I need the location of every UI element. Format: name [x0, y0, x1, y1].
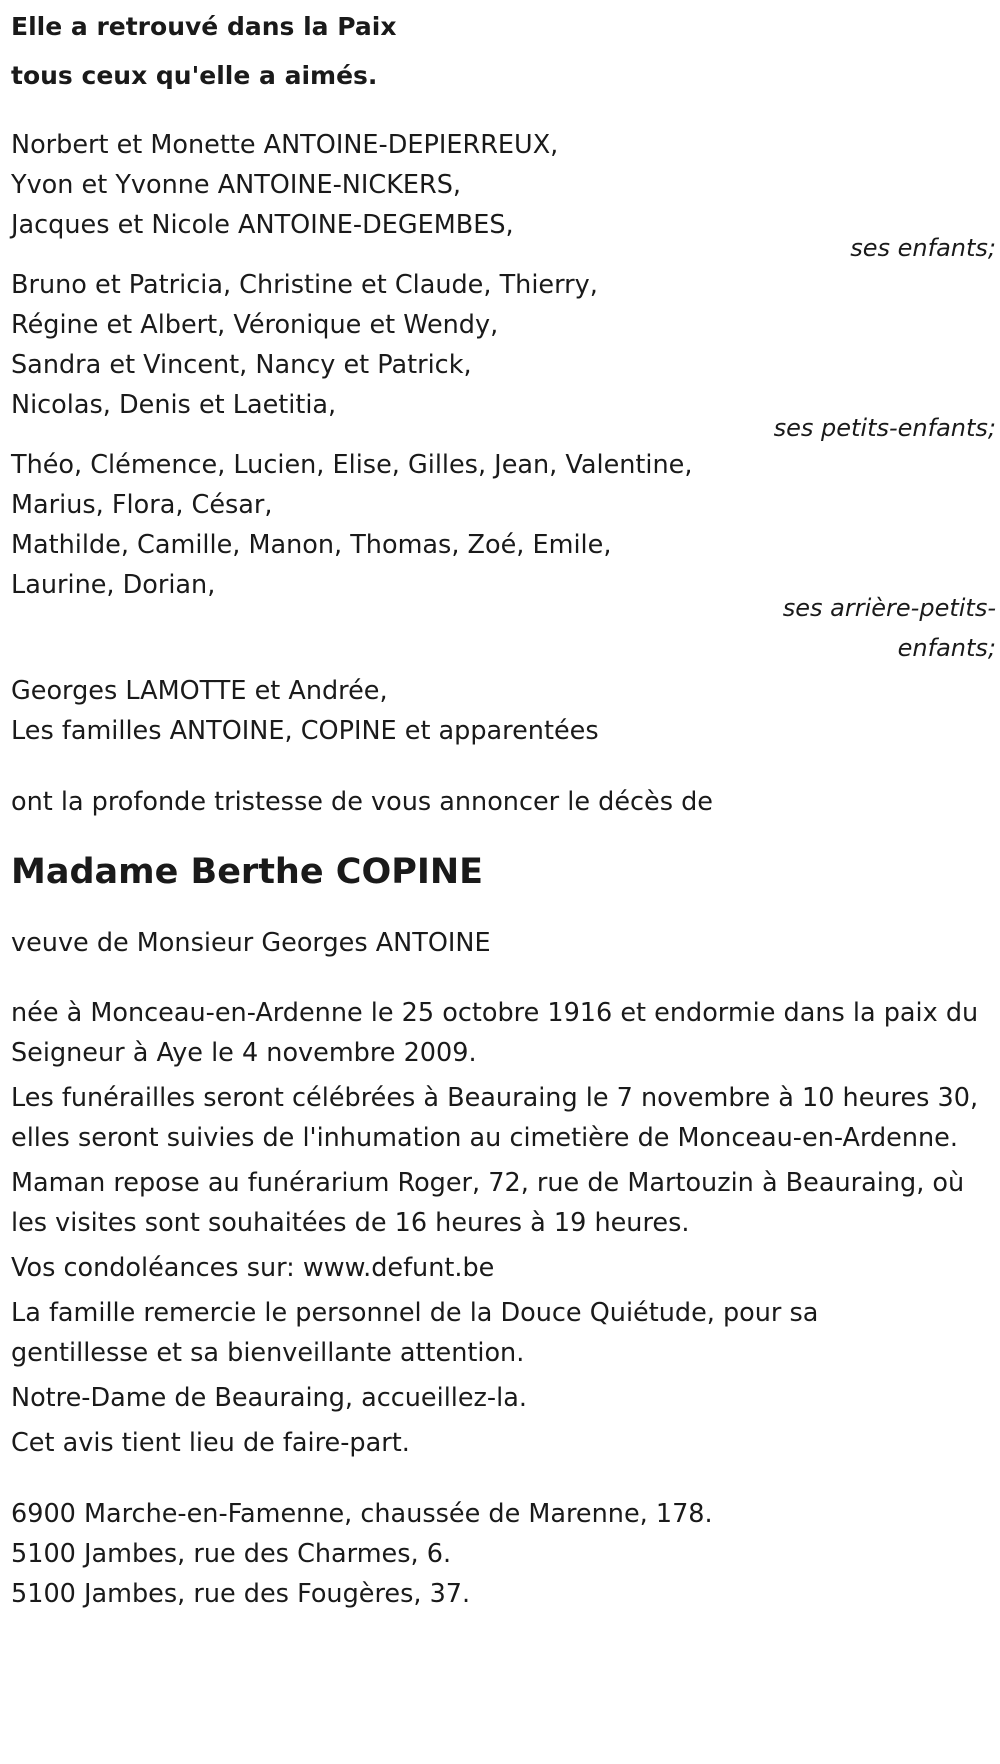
grandchildren-section [11, 265, 996, 425]
children-role: ses enfants; [850, 234, 996, 262]
addresses-section [11, 1494, 996, 1614]
great-grandchild-name: Marius, Flora, César, [11, 490, 273, 520]
grandchild-name: Nicolas, Denis et Laetitia, [11, 390, 337, 420]
birth-death-paragraph: née à Monceau-en-Ardenne le 25 octobre 1916 et endormie dans la paix du Seigneur à Aye le 4 novembre 2009. [11, 998, 979, 1068]
grandchild-name: Bruno et Patricia, Christine et Claude, Thierry, [11, 270, 598, 300]
child-name: Yvon et Yvonne ANTOINE-NICKERS, [11, 170, 462, 200]
visitation-paragraph: Maman repose au funérarium Roger, 72, rue de Martouzin à Beauraing, où les visites sont souhaitées de 16 heures à 19 heures. [11, 1168, 965, 1238]
grandchildren-role: ses petits-enfants; [773, 414, 996, 442]
notice-paragraph: Cet avis tient lieu de faire-part. [11, 1428, 410, 1458]
great-grandchildren-role-line-2: enfants; [897, 634, 996, 662]
grandchild-name: Régine et Albert, Véronique et Wendy, [11, 310, 499, 340]
child-name: Norbert et Monette ANTOINE-DEPIERREUX, [11, 130, 559, 160]
announcement: ont la profonde tristesse de vous annoncer le décès de [11, 787, 713, 817]
obituary-notice [11, 0, 996, 1614]
great-grandchildren-section [11, 445, 996, 605]
deceased-name: Madame Berthe COPINE [11, 852, 484, 892]
address-line: 5100 Jambes, rue des Fougères, 37. [11, 1579, 471, 1609]
address-line: 6900 Marche-en-Famenne, chaussée de Marenne, 178. [11, 1499, 713, 1529]
prayer-paragraph: Notre-Dame de Beauraing, accueillez-la. [11, 1383, 527, 1413]
other-relatives-section [11, 671, 996, 751]
great-grandchild-name: Théo, Clémence, Lucien, Elise, Gilles, Jean, Valentine, [11, 450, 693, 480]
great-grandchild-name: Mathilde, Camille, Manon, Thomas, Zoé, Emile, [11, 530, 612, 560]
other-relative: Georges LAMOTTE et Andrée, [11, 676, 388, 706]
epigraph-line-1: Elle a retrouvé dans la Paix [11, 12, 397, 41]
children-section [11, 125, 996, 245]
other-relative: Les familles ANTOINE, COPINE et apparentées [11, 716, 599, 746]
condolences-paragraph: Vos condoléances sur: www.defunt.be [11, 1253, 495, 1283]
epigraph [11, 2, 996, 100]
widow-of: veuve de Monsieur Georges ANTOINE [11, 928, 491, 958]
child-name: Jacques et Nicole ANTOINE-DEGEMBES, [11, 210, 514, 240]
great-grandchildren-role-line-1: ses arrière-petits- [782, 594, 996, 622]
grandchild-name: Sandra et Vincent, Nancy et Patrick, [11, 350, 472, 380]
funeral-paragraph: Les funérailles seront célébrées à Beauraing le 7 novembre à 10 heures 30, elles seront suivies de l'inhumation au cimetière de Monceau-en-Ardenne. [11, 1083, 979, 1153]
great-grandchild-name: Laurine, Dorian, [11, 570, 216, 600]
address-line: 5100 Jambes, rue des Charmes, 6. [11, 1539, 452, 1569]
epigraph-line-2: tous ceux qu'elle a aimés. [11, 61, 378, 90]
thanks-paragraph: La famille remercie le personnel de la Douce Quiétude, pour sa gentillesse et sa bienveillante attention. [11, 1298, 819, 1368]
